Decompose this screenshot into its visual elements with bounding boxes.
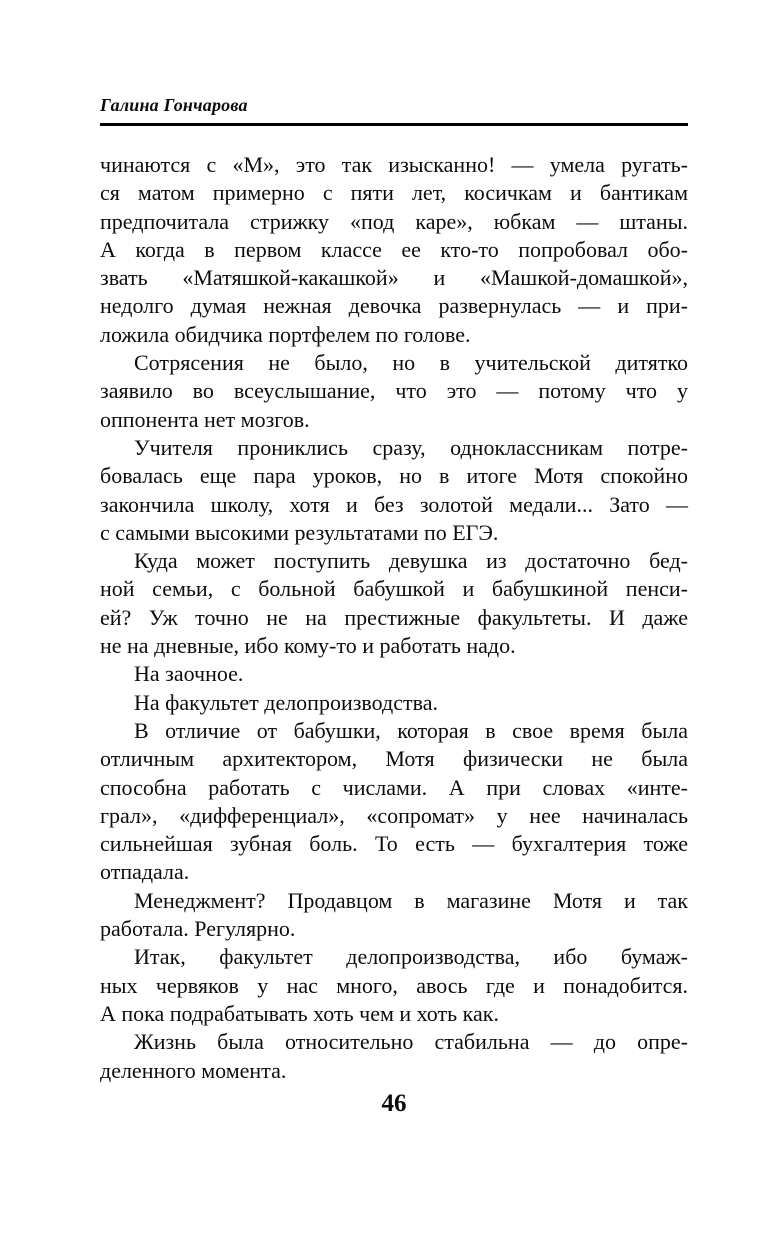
text-line: А пока подрабатывать хоть чем и хоть как. xyxy=(100,1000,499,1026)
text-line: работала. Регулярно. xyxy=(100,916,296,942)
text-line: ложила обидчика портфелем по голове. xyxy=(100,321,471,347)
author-name: Галина Гончарова xyxy=(100,95,248,115)
page-number: 46 xyxy=(381,1090,407,1117)
text-line: ей? Уж точно не на престижные факультеты. И даже xyxy=(100,604,688,630)
text-line: сильнейшая зубная боль. То есть — бухгалтерия тоже xyxy=(100,831,688,857)
text-line: Менеджмент? Продавцом в магазине Мотя и так xyxy=(134,887,688,913)
page-body xyxy=(100,151,688,1085)
header-rule xyxy=(100,123,688,126)
text-line: не на дневные, ибо кому-то и работать надо. xyxy=(100,633,516,659)
text-line: ных червяков у нас много, авось где и понадобится. xyxy=(100,972,688,998)
text-line: звать «Матяшкой-какашкой» и «Машкой-домашкой», xyxy=(100,265,688,291)
text-line: В отличие от бабушки, которая в свое время была xyxy=(134,717,688,743)
text-line: отпадала. xyxy=(100,859,190,885)
text-line: с самыми высокими результатами по ЕГЭ. xyxy=(100,519,499,545)
text-line: отличным архитектором, Мотя физически не была xyxy=(100,746,688,772)
text-line: На факультет делопроизводства. xyxy=(134,689,438,715)
running-header xyxy=(100,94,688,126)
text-line: Итак, факультет делопроизводства, ибо бумаж- xyxy=(134,944,688,970)
text-line: способна работать с числами. А при словах «инте- xyxy=(100,774,688,800)
text-line: деленного момента. xyxy=(100,1057,287,1083)
text-line: Учителя прониклись сразу, одноклассникам потре- xyxy=(134,434,688,460)
text-line: чинаются с «М», это так изысканно! — умела ругать- xyxy=(100,152,688,177)
text-line: А когда в первом классе ее кто-то попробовал обо- xyxy=(100,236,688,262)
text-line: Куда может поступить девушка из достаточно бед- xyxy=(134,548,688,574)
text-line: ся матом примерно с пяти лет, косичкам и бантикам xyxy=(100,180,688,206)
text-line: Жизнь была относительно стабильна — до опре- xyxy=(134,1029,688,1055)
text-line: ной семьи, с больной бабушкой и бабушкиной пенси- xyxy=(100,576,688,602)
text-line: предпочитала стрижку «под каре», юбкам — штаны. xyxy=(100,208,688,234)
text-line: Сотрясения не было, но в учительской дитятко xyxy=(134,350,688,376)
text-line: оппонента нет мозгов. xyxy=(100,406,310,432)
text-line: закончила школу, хотя и без золотой медали... Зато — xyxy=(100,491,688,517)
text-line: грал», «дифференциал», «сопромат» у нее начиналась xyxy=(100,802,688,828)
text-line: На заочное. xyxy=(134,661,244,687)
text-line: заявило во всеуслышание, что это — потому что у xyxy=(100,378,688,404)
text-line: бовалась еще пара уроков, но в итоге Мотя спокойно xyxy=(100,463,688,489)
text-line: недолго думая нежная девочка развернулась — и при- xyxy=(100,293,688,319)
